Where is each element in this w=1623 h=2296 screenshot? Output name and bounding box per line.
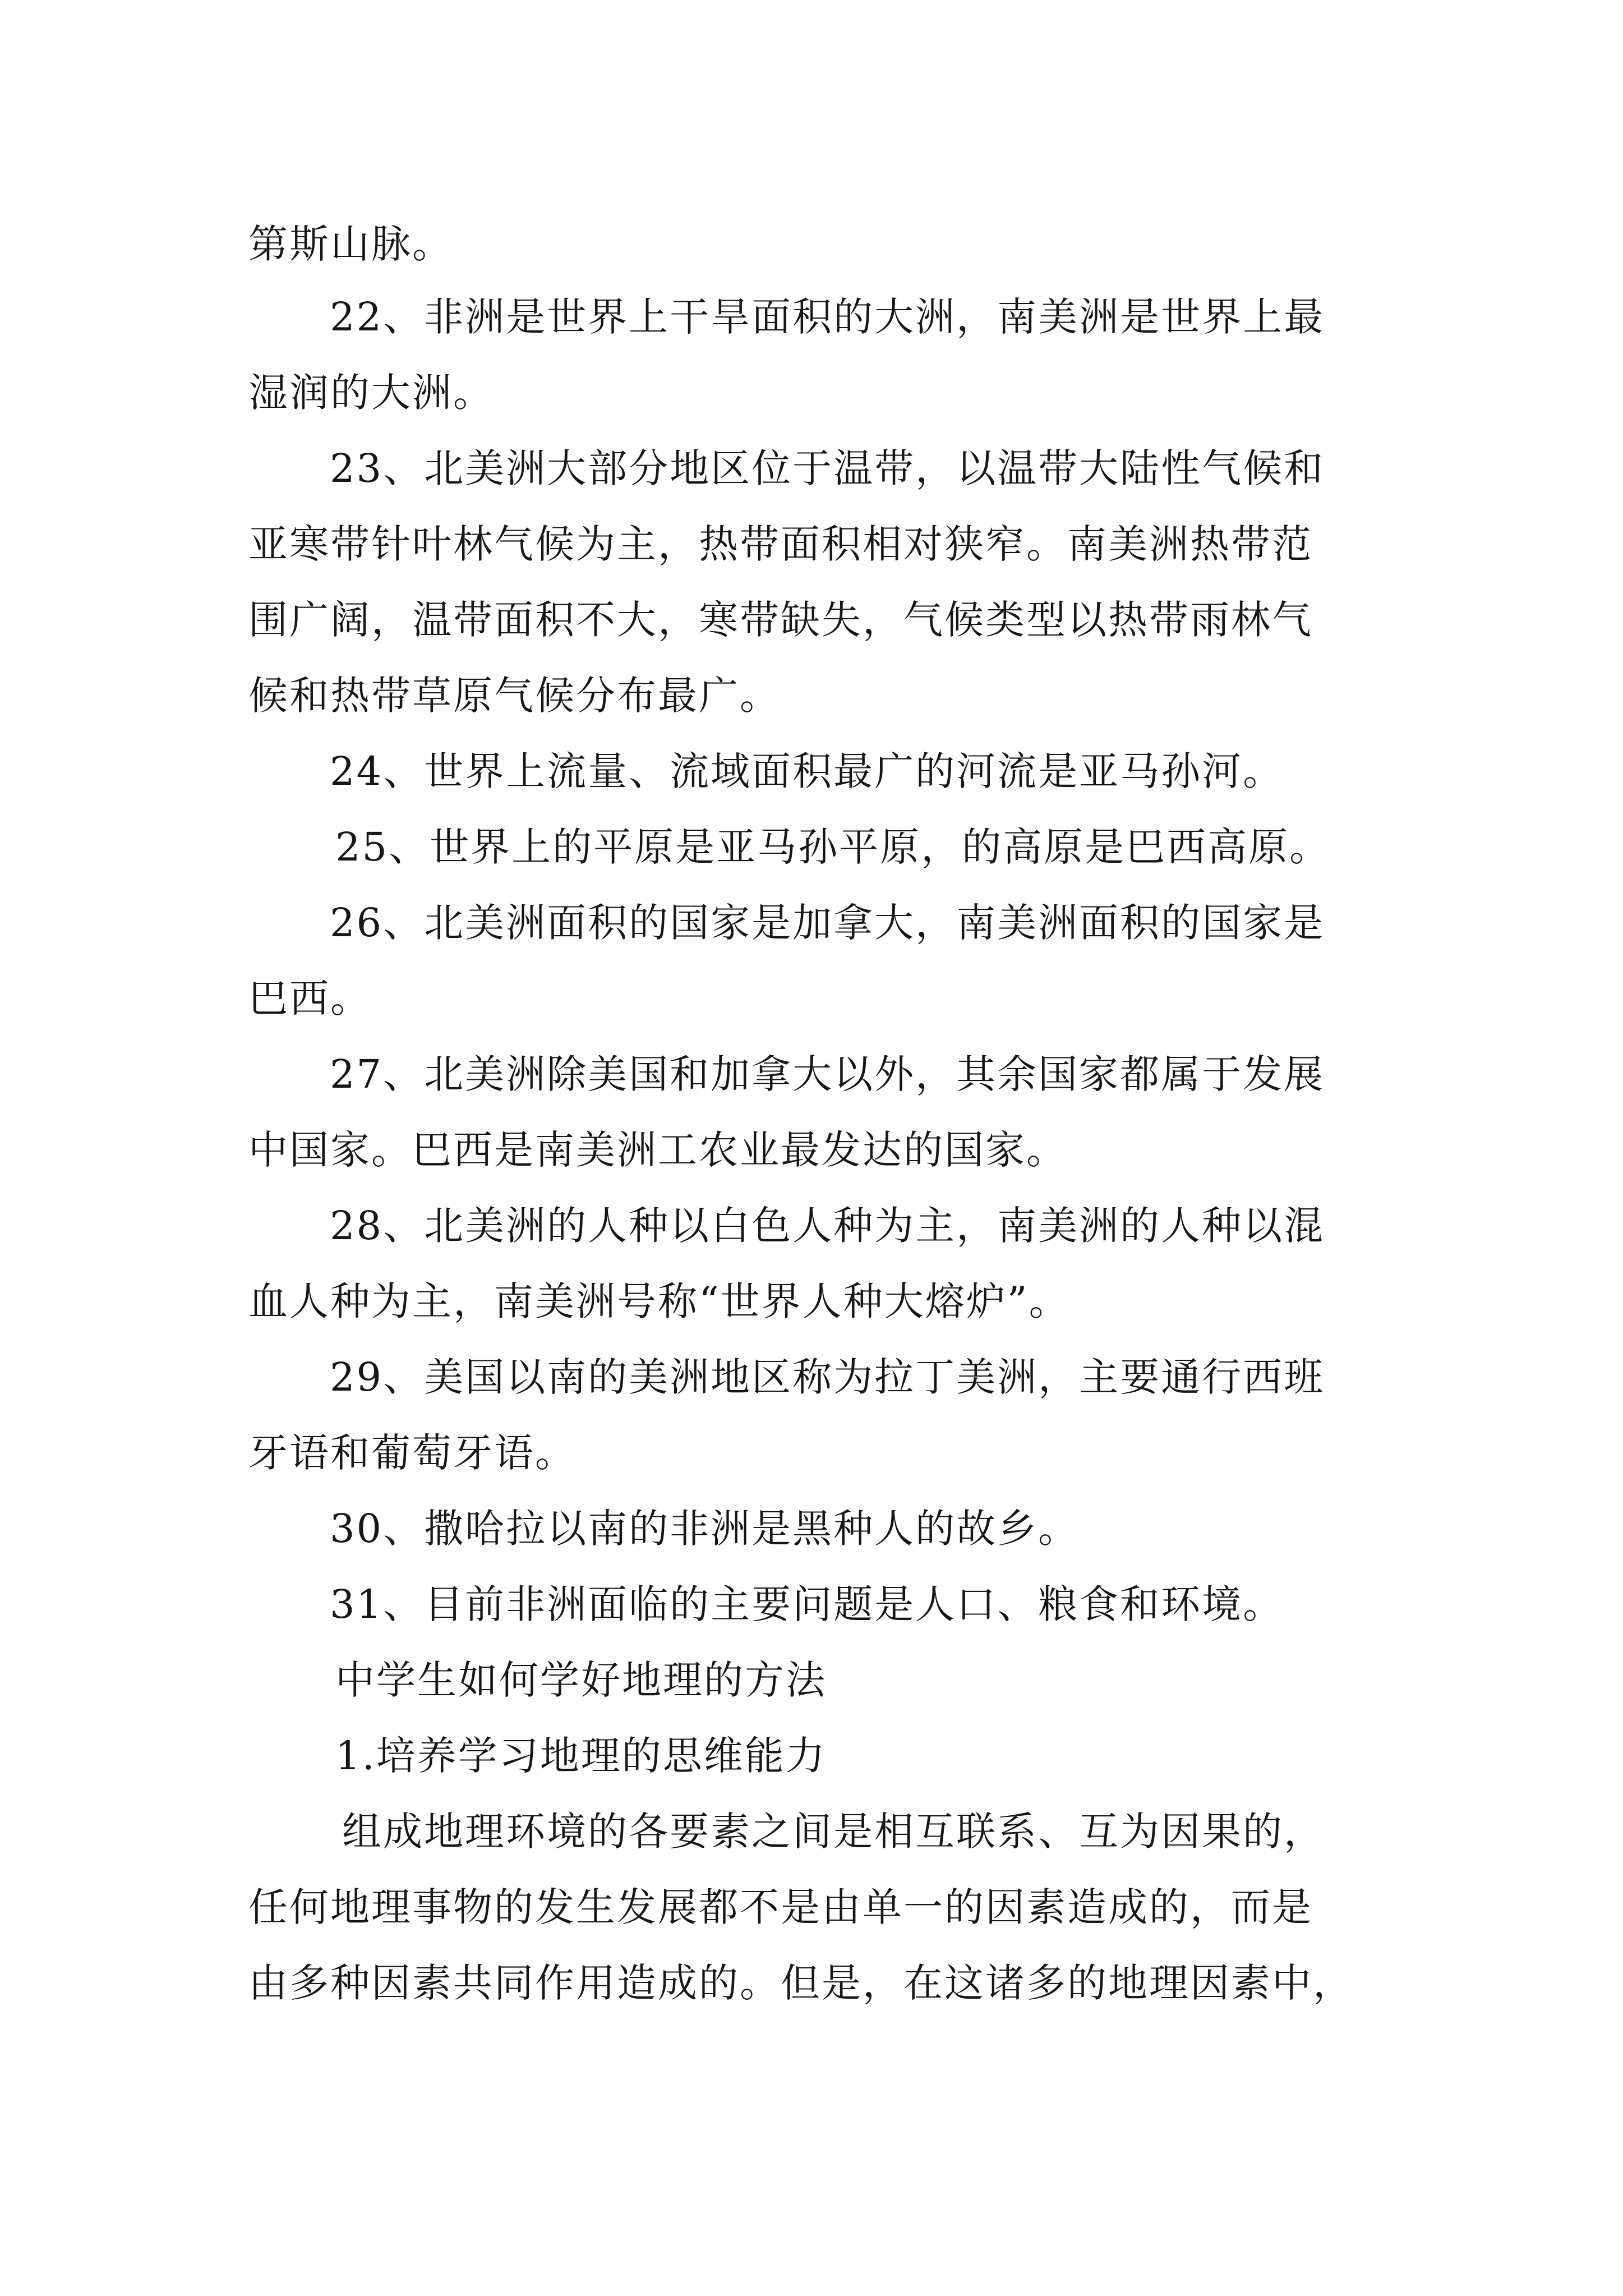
text-line: 25、世界上的平原是亚马孙平原，的高原是巴西高原。 — [335, 824, 1331, 870]
text-line: 23、北美洲大部分地区位于温带，以温带大陆性气候和 — [330, 445, 1325, 491]
text-line: 26、北美洲面积的国家是加拿大，南美洲面积的国家是 — [330, 900, 1325, 946]
text-line: 湿润的大洲。 — [248, 370, 494, 416]
text-line: 由多种因素共同作用造成的。但是，在这诸多的地理因素中， — [248, 1960, 1354, 2006]
text-line: 27、北美洲除美国和加拿大以外，其余国家都属于发展 — [330, 1051, 1325, 1097]
text-line: 血人种为主，南美洲号称“世界人种大熔炉”。 — [248, 1278, 1070, 1324]
text-line: 28、北美洲的人种以白色人种为主，南美洲的人种以混 — [330, 1203, 1325, 1249]
text-line: 任何地理事物的发生发展都不是由单一的因素造成的，而是 — [248, 1884, 1313, 1930]
section-heading: 中学生如何学好地理的方法 — [335, 1657, 827, 1703]
text-line: 候和热带草原气候分布最广。 — [248, 673, 781, 719]
text-line: 围广阔，温带面积不大，寒带缺失，气候类型以热带雨林气 — [248, 597, 1313, 643]
text-line: 22、非洲是世界上干旱面积的大洲，南美洲是世界上最 — [330, 294, 1325, 340]
text-line: 24、世界上流量、流域面积最广的河流是亚马孙河。 — [330, 748, 1284, 794]
subsection-heading: 1.培养学习地理的思维能力 — [335, 1733, 827, 1779]
text-line: 30、撒哈拉以南的非洲是黑种人的故乡。 — [330, 1506, 1080, 1552]
text-line: 第斯山脉。 — [248, 221, 453, 267]
text-line: 亚寒带针叶林气候为主，热带面积相对狭窄。南美洲热带范 — [248, 521, 1313, 567]
text-line: 中国家。巴西是南美洲工农业最发达的国家。 — [248, 1127, 1067, 1173]
text-line: 组成地理环境的各要素之间是相互联系、互为因果的， — [342, 1809, 1325, 1855]
text-line: 31、目前非洲面临的主要问题是人口、粮食和环境。 — [330, 1581, 1284, 1627]
text-line: 牙语和葡萄牙语。 — [248, 1430, 576, 1476]
text-line: 29、美国以南的美洲地区称为拉丁美洲，主要通行西班 — [330, 1354, 1325, 1400]
text-line: 巴西。 — [248, 976, 371, 1022]
